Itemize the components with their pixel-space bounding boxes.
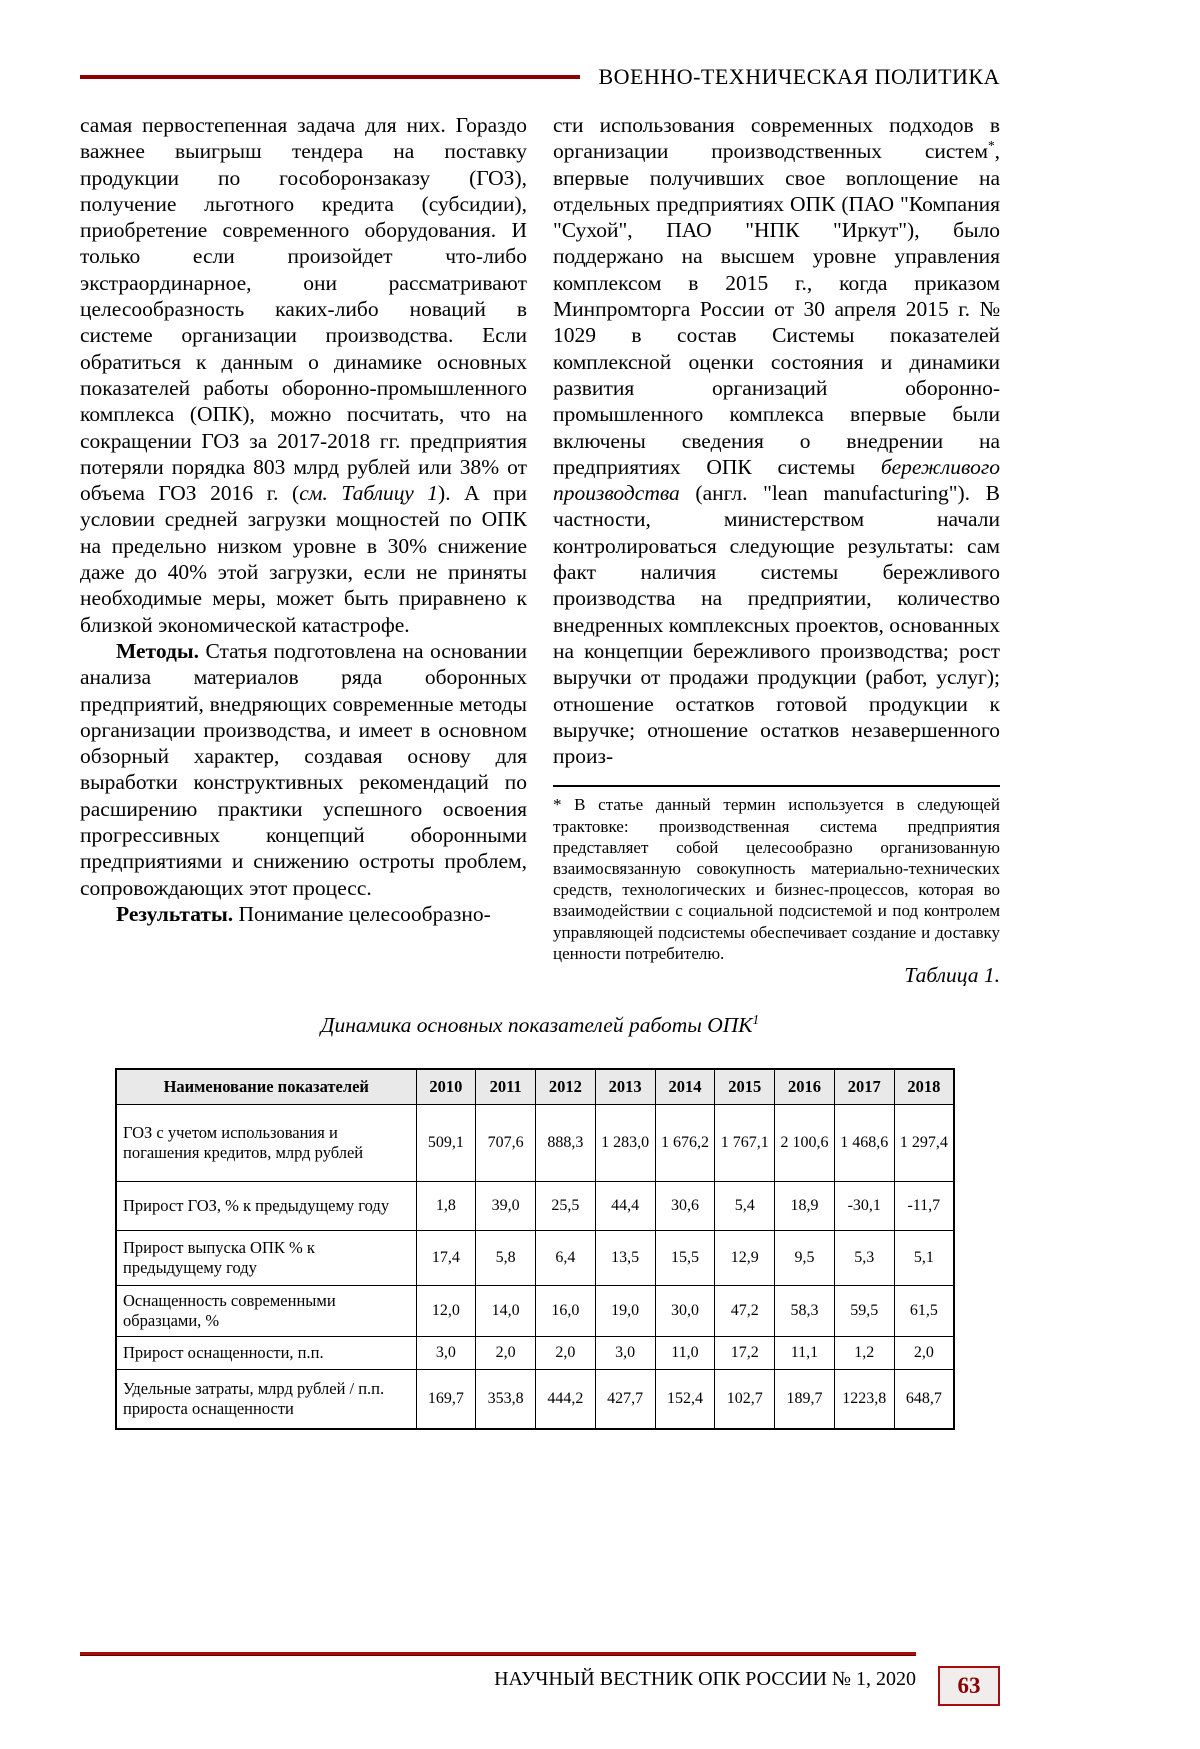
cell-value: 648,7 (894, 1370, 954, 1430)
cell-value: 15,5 (655, 1231, 715, 1286)
page-number: 63 (957, 1673, 981, 1698)
cell-value: 427,7 (595, 1370, 655, 1430)
header-cell-year: 2014 (655, 1069, 715, 1105)
footnote: * В статье данный термин используется в следующей трактовке: производственная система предприятия представляет собой целесообразно организованную взаимосвязанную совокупность материально-технических средств, технологических и бизнес-процессов, которая во взаимодействии с социальной подсистемой и под контролем управляющей подсистемы обеспечивает создание и доставку ценности потребителю. (553, 795, 1000, 963)
cell-value: 39,0 (476, 1182, 536, 1231)
cell-value: 1 297,4 (894, 1105, 954, 1182)
page-footer (80, 1652, 1000, 1706)
header-cell-year: 2013 (595, 1069, 655, 1105)
cell-value: 1,8 (416, 1182, 476, 1231)
cell-value: 1 676,2 (655, 1105, 715, 1182)
row-label: Прирост оснащенности, п.п. (116, 1337, 416, 1370)
cell-value: 16,0 (536, 1286, 596, 1337)
left-column (80, 112, 527, 964)
cell-value: 5,1 (894, 1231, 954, 1286)
row-label: ГОЗ с учетом использования и погашения кредитов, млрд рублей (116, 1105, 416, 1182)
cell-value: 1,2 (834, 1337, 894, 1370)
cell-value: 25,5 (536, 1182, 596, 1231)
footer-main (80, 1652, 916, 1691)
row-label: Прирост выпуска ОПК % к предыдущему году (116, 1231, 416, 1286)
cell-value: 3,0 (416, 1337, 476, 1370)
text-segment: самая первостепенная задача для них. Гораздо важнее выигрыш тендера на поставку продукции по гособоронзаказу (ГОЗ), получение льготного кредита (субсидии), приобретение современного оборудования. И только если произойдет что-либо экстраординарное, они рассматривают целесообразность каких-либо новаций в системе организации производства. Если обратиться к данным о динамике основных показателей работы оборонно-промышленного комплекса (ОПК), можно посчитать, что на сокращении ГОЗ за 2017-2018 гг. предприятия потеряли порядка 803 млрд рублей или 38% от объема ГОЗ 2016 г. ( (80, 113, 527, 506)
table-row (116, 1105, 954, 1182)
running-head-title: ВОЕННО-ТЕХНИЧЕСКАЯ ПОЛИТИКА (598, 64, 1000, 89)
cell-value: 17,4 (416, 1231, 476, 1286)
header-rule (80, 75, 580, 79)
cell-value: 509,1 (416, 1105, 476, 1182)
table-row (116, 1337, 954, 1370)
cell-value: 5,4 (715, 1182, 775, 1231)
table-row (116, 1286, 954, 1337)
text-segment: Методы. (116, 638, 199, 663)
paragraph-results-continued (553, 112, 1000, 769)
row-label: Оснащенность современными образцами, % (116, 1286, 416, 1337)
cell-value: 2 100,6 (775, 1105, 835, 1182)
cell-value: 30,6 (655, 1182, 715, 1231)
cell-value: 12,0 (416, 1286, 476, 1337)
cell-value: 169,7 (416, 1370, 476, 1430)
footer-rule (80, 1652, 916, 1656)
header-cell-year: 2012 (536, 1069, 596, 1105)
cell-value: 3,0 (595, 1337, 655, 1370)
text-segment: Статья подготовлена на основании анализа материалов ряда оборонных предприятий, внедряющих современные методы организации производства, и имеет в основном обзорный характер, создавая основу для выработки конструктивных рекомендаций по расширению практики успешного освоения прогрессивных концепций оборонными предприятиями и снижению остроты проблем, сопровождающих этот процесс. (80, 638, 527, 900)
cell-value: 47,2 (715, 1286, 775, 1337)
superscript-marker: 1 (752, 1011, 760, 1027)
table-row (116, 1182, 954, 1231)
header-cell-year: 2018 (894, 1069, 954, 1105)
table-head (116, 1069, 954, 1105)
cell-value: 59,5 (834, 1286, 894, 1337)
cell-value: 2,0 (476, 1337, 536, 1370)
cell-value: 61,5 (894, 1286, 954, 1337)
text-segment: (англ. "lean manufacturing"). В частности, министерством начали контролироваться следующие результаты: сам факт наличия системы бережливого производства на предприятии, количество внедренных комплексных проектов, основанных на концепции бережливого производства; рост выручки от продажи продукции (работ, услуг); отношение остатков готовой продукции к выручке; отношение остатков незавершенного произ- (553, 481, 1000, 769)
cell-value: 1223,8 (834, 1370, 894, 1430)
paragraph-results (80, 901, 527, 927)
table-caption: Таблица 1. (904, 963, 1000, 987)
article-body (80, 112, 1000, 964)
header-cell-year: 2010 (416, 1069, 476, 1105)
indicators-table (115, 1068, 955, 1430)
cell-value: 102,7 (715, 1370, 775, 1430)
page-number-box (938, 1666, 1000, 1706)
cell-value: 1 468,6 (834, 1105, 894, 1182)
header-cell-year: 2011 (476, 1069, 536, 1105)
cell-value: 11,0 (655, 1337, 715, 1370)
text-segment: , впервые получивших свое воплощение на отдельных предприятиях ОПК (ПАО "Компания "Сухой", ПАО "НПК "Иркут"), было поддержано на высшем уровне управления комплексом в 2015 г., когда приказом Минпромторга России от 30 апреля 2015 г. № 1029 в состав Системы показателей комплексной оценки состояния и динамики развития организаций оборонно-промышленного комплекса впервые были включены сведения о внедрении на предприятиях ОПК системы (553, 139, 1000, 479)
cell-value: 19,0 (595, 1286, 655, 1337)
header-cell-year: 2017 (834, 1069, 894, 1105)
right-column (553, 112, 1000, 964)
running-head (80, 64, 1000, 90)
footnote-separator (553, 785, 1000, 787)
text-segment: Понимание целесообразно- (233, 901, 491, 926)
cell-value: 11,1 (775, 1337, 835, 1370)
cell-value: -11,7 (894, 1182, 954, 1231)
cell-value: 12,9 (715, 1231, 775, 1286)
cell-value: 707,6 (476, 1105, 536, 1182)
header-cell-year: 2016 (775, 1069, 835, 1105)
cell-value: 152,4 (655, 1370, 715, 1430)
cell-value: 2,0 (536, 1337, 596, 1370)
text-segment: бережливого производства (553, 454, 1000, 506)
text-segment: Результаты. (116, 901, 234, 926)
table-body (116, 1105, 954, 1430)
paragraph-intro (80, 112, 527, 638)
paragraph-methods (80, 638, 527, 901)
row-label: Удельные затраты, млрд рублей / п.п. прироста оснащенности (116, 1370, 416, 1430)
cell-value: 6,4 (536, 1231, 596, 1286)
cell-value: 189,7 (775, 1370, 835, 1430)
text-segment: ). А при условии средней загрузки мощностей по ОПК на предельно низком уровне в 30% снижение даже до 40% этой загрузки, если не приняты необходимые меры, может быть приравнено к близкой экономической катастрофе. (80, 481, 527, 637)
cell-value: 18,9 (775, 1182, 835, 1231)
cell-value: 13,5 (595, 1231, 655, 1286)
cell-value: 58,3 (775, 1286, 835, 1337)
table-row (116, 1370, 954, 1430)
table-title (80, 1013, 1000, 1038)
cell-value: 1 767,1 (715, 1105, 775, 1182)
table-row (116, 1231, 954, 1286)
cell-value: 353,8 (476, 1370, 536, 1430)
cell-value: 30,0 (655, 1286, 715, 1337)
header-cell-year: 2015 (715, 1069, 775, 1105)
header-cell-indicator-name: Наименование показателей (116, 1069, 416, 1105)
cell-value: 5,8 (476, 1231, 536, 1286)
cell-value: 9,5 (775, 1231, 835, 1286)
cell-value: 44,4 (595, 1182, 655, 1231)
cell-value: 17,2 (715, 1337, 775, 1370)
row-label: Прирост ГОЗ, % к предыдущему году (116, 1182, 416, 1231)
table-header-row (116, 1069, 954, 1105)
cell-value: 1 283,0 (595, 1105, 655, 1182)
superscript-marker: * (987, 138, 995, 154)
text-segment: Динамика основных показателей работы ОПК (320, 1013, 753, 1037)
text-segment: см. Таблицу 1 (299, 481, 439, 506)
cell-value: 14,0 (476, 1286, 536, 1337)
text-segment: сти использования современных подходов в организации производственных систем (553, 113, 1000, 164)
cell-value: 888,3 (536, 1105, 596, 1182)
cell-value: 5,3 (834, 1231, 894, 1286)
footer-journal-title: НАУЧНЫЙ ВЕСТНИК ОПК РОССИИ № 1, 2020 (494, 1668, 916, 1690)
cell-value: 2,0 (894, 1337, 954, 1370)
cell-value: 444,2 (536, 1370, 596, 1430)
cell-value: -30,1 (834, 1182, 894, 1231)
